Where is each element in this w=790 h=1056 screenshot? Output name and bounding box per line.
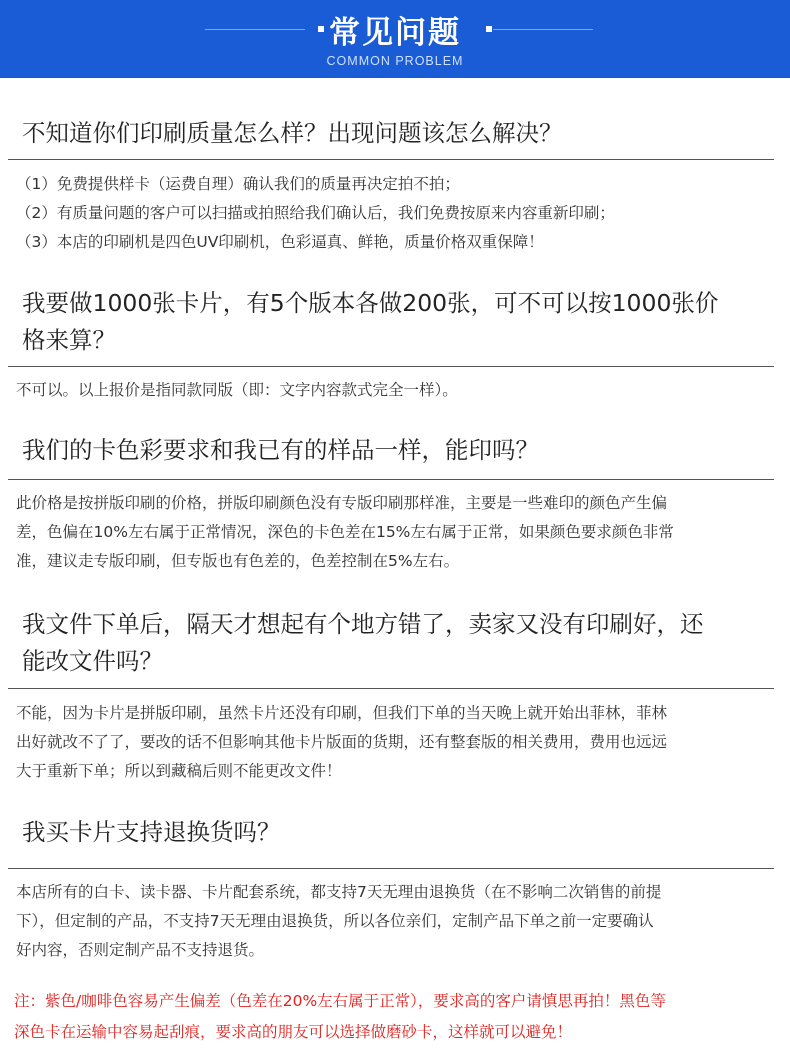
faq-answer-line: （3）本店的印刷机是四色UV印刷机，色彩逼真、鲜艳，质量价格双重保障！	[16, 233, 544, 251]
faq-answer-line: 出好就改不了了，要改的话不但影响其他卡片版面的货期，还有整套版的相关费用，费用也远远	[16, 733, 668, 751]
faq-question-4	[22, 606, 774, 680]
faq-answer-1	[16, 170, 778, 257]
faq-answer-2	[16, 376, 778, 405]
page-title: 常见问题	[329, 15, 461, 51]
faq-divider-4	[8, 688, 774, 689]
faq-answer-line: 本店所有的白卡、读卡器、卡片配套系统，都支持7天无理由退换货（在不影响二次销售的前提	[16, 883, 662, 901]
faq-answer-line: 不可以。以上报价是指同款同版（即：文字内容款式完全一样）。	[16, 381, 458, 399]
faq-answer-line: 下），但定制的产品，不支持7天无理由退换货，所以各位亲们，定制产品下单之前一定要确认	[16, 912, 654, 930]
faq-question-line: 我要做1000张卡片，有5个版本各做200张，可不可以按1000张价	[22, 289, 719, 317]
faq-question-2	[22, 285, 774, 359]
faq-answer-line: 准，建议走专版印刷，但专版也有色差的，色差控制在5%左右。	[16, 552, 460, 570]
faq-divider-1	[8, 159, 774, 160]
header-banner	[0, 0, 790, 78]
faq-question-line: 能改文件吗？	[22, 647, 163, 675]
page-subtitle: COMMON PROBLEM	[326, 54, 464, 68]
faq-question-5: 我买卡片支持退换货吗？	[22, 818, 281, 846]
warning-note	[14, 986, 780, 1048]
faq-question-line: 我文件下单后，隔天才想起有个地方错了，卖家又没有印刷好，还	[22, 610, 704, 638]
header-decor-dot-right	[486, 26, 492, 32]
faq-answer-line: （1）免费提供样卡（运费自理）确认我们的质量再决定拍不拍；	[16, 175, 460, 193]
faq-answer-line: 此价格是按拼版印刷的价格，拼版印刷颜色没有专版印刷那样准，主要是一些难印的颜色产生偏	[16, 494, 668, 512]
faq-question-3: 我们的卡色彩要求和我已有的样品一样，能印吗？	[22, 436, 539, 464]
faq-answer-line: 差，色偏在10%左右属于正常情况，深色的卡色差在15%左右属于正常，如果颜色要求颜色非常	[16, 523, 674, 541]
faq-divider-2	[8, 366, 774, 367]
faq-answer-line: 不能，因为卡片是拼版印刷，虽然卡片还没有印刷，但我们下单的当天晚上就开始出菲林，菲林	[16, 704, 668, 722]
faq-question-1: 不知道你们印刷质量怎么样？出现问题该怎么解决？	[22, 119, 563, 147]
faq-answer-line: （2）有质量问题的客户可以扫描或拍照给我们确认后，我们免费按原来内容重新印刷；	[16, 204, 615, 222]
faq-answer-line: 大于重新下单；所以到藏稿后则不能更改文件！	[16, 762, 342, 780]
header-decor-line-right	[493, 29, 593, 30]
faq-divider-5	[8, 868, 774, 869]
faq-answer-4	[16, 699, 778, 786]
warning-note-line: 注：紫色/咖啡色容易产生偏差（色差在20%左右属于正常），要求高的客户请慎思再拍！黑色等	[14, 992, 666, 1010]
faq-answer-5	[16, 878, 778, 965]
faq-answer-line: 好内容，否则定制产品不支持退货。	[16, 941, 265, 959]
faq-question-line: 格来算？	[22, 326, 116, 354]
faq-answer-3	[16, 489, 778, 576]
faq-divider-3	[8, 479, 774, 480]
warning-note-line: 深色卡在运输中容易起刮痕，要求高的朋友可以选择做磨砂卡，这样就可以避免！	[14, 1023, 573, 1041]
